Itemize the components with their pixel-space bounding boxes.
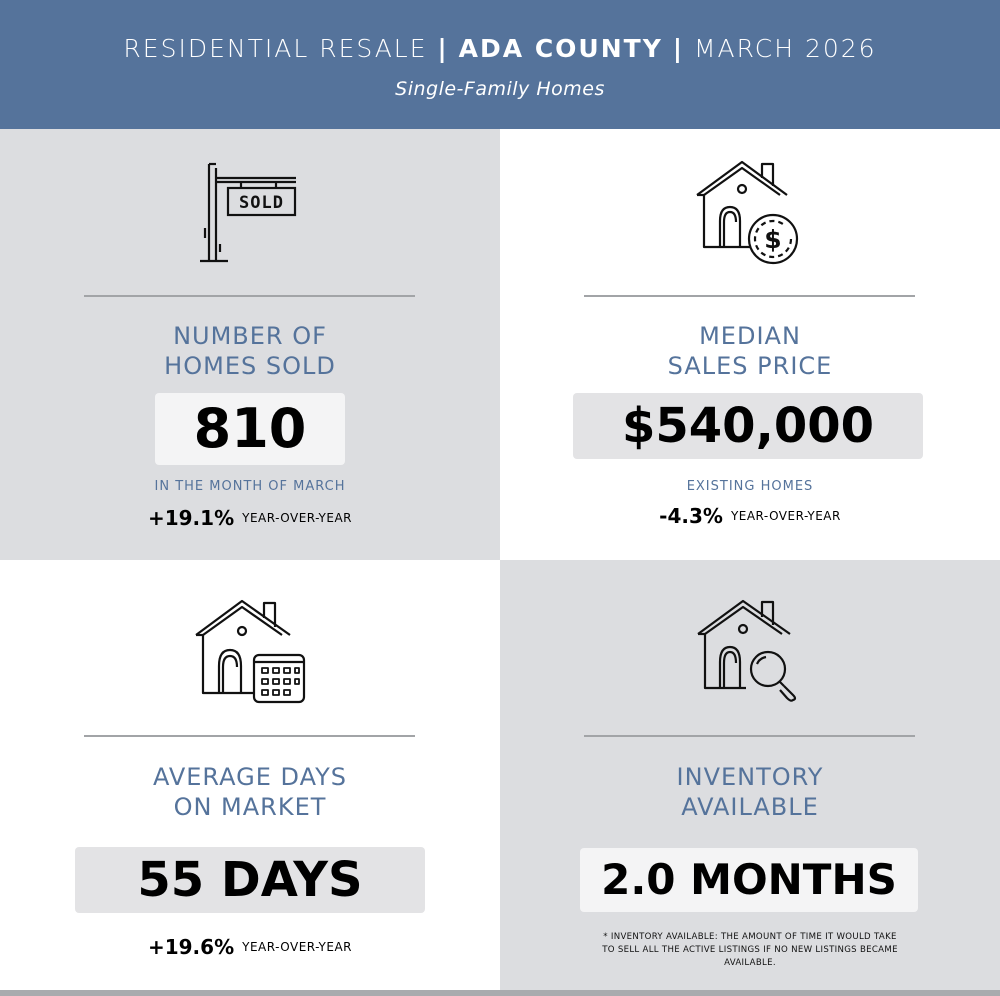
title-separator: |: [672, 34, 684, 63]
title-part-county: ADA COUNTY: [458, 34, 663, 63]
days-on-market-yoy: [0, 935, 500, 959]
page-subtitle: Single-Family Homes: [395, 78, 605, 100]
house-magnifier-icon: [696, 598, 806, 708]
label-line: NUMBER OF: [173, 322, 327, 350]
house-calendar-icon: [194, 598, 306, 708]
label-line: ON MARKET: [173, 793, 327, 821]
homes-sold-panel: [0, 129, 500, 560]
homes-sold-value: 810: [155, 393, 345, 465]
divider: [584, 735, 915, 737]
label-line: SALES PRICE: [667, 352, 833, 380]
median-price-label: [500, 321, 1000, 381]
homes-sold-label: [0, 321, 500, 381]
house-dollar-icon: [695, 159, 805, 269]
divider: [84, 295, 415, 297]
label-line: INVENTORY: [676, 763, 824, 791]
yoy-percent: -4.3%: [659, 504, 723, 528]
header-banner: [0, 0, 1000, 129]
median-price-yoy: [500, 504, 1000, 528]
yoy-label: YEAR-OVER-YEAR: [730, 509, 841, 523]
title-part-date: MARCH 2026: [693, 34, 877, 63]
homes-sold-note: IN THE MONTH OF MARCH: [154, 479, 346, 494]
label-line: AVAILABLE: [681, 793, 819, 821]
inventory-panel: [500, 560, 1000, 990]
yoy-percent: +19.6%: [147, 935, 235, 959]
median-price-value: $540,000: [573, 393, 923, 459]
page-title: [0, 34, 1000, 63]
yoy-percent: +19.1%: [147, 506, 235, 530]
yoy-label: YEAR-OVER-YEAR: [242, 511, 353, 525]
median-price-note: EXISTING HOMES: [686, 479, 814, 494]
bottom-bar: [0, 990, 1000, 996]
sold-sign-text: SOLD: [239, 193, 284, 213]
label-line: AVERAGE DAYS: [152, 763, 348, 791]
days-on-market-panel: [0, 560, 500, 990]
label-line: MEDIAN: [699, 322, 801, 350]
inventory-footnote: * INVENTORY AVAILABLE: THE AMOUNT OF TIME IT WOULD TAKE TO SELL ALL THE ACTIVE LISTINGS IF NO NEW LISTINGS BECAME AVAILABLE.: [602, 932, 898, 968]
sold-sign-icon: [196, 158, 306, 268]
title-part-resale: RESIDENTIAL RESALE: [123, 34, 428, 63]
inventory-label: [500, 762, 1000, 822]
median-price-panel: [500, 129, 1000, 560]
inventory-value: 2.0 MONTHS: [580, 848, 918, 912]
homes-sold-yoy: [0, 506, 500, 530]
label-line: HOMES SOLD: [164, 352, 336, 380]
days-on-market-label: [0, 762, 500, 822]
divider: [584, 295, 915, 297]
yoy-label: YEAR-OVER-YEAR: [242, 940, 353, 954]
divider: [84, 735, 415, 737]
title-separator: |: [437, 34, 449, 63]
svg-text:$: $: [764, 225, 782, 254]
days-on-market-value: 55 DAYS: [75, 847, 425, 913]
